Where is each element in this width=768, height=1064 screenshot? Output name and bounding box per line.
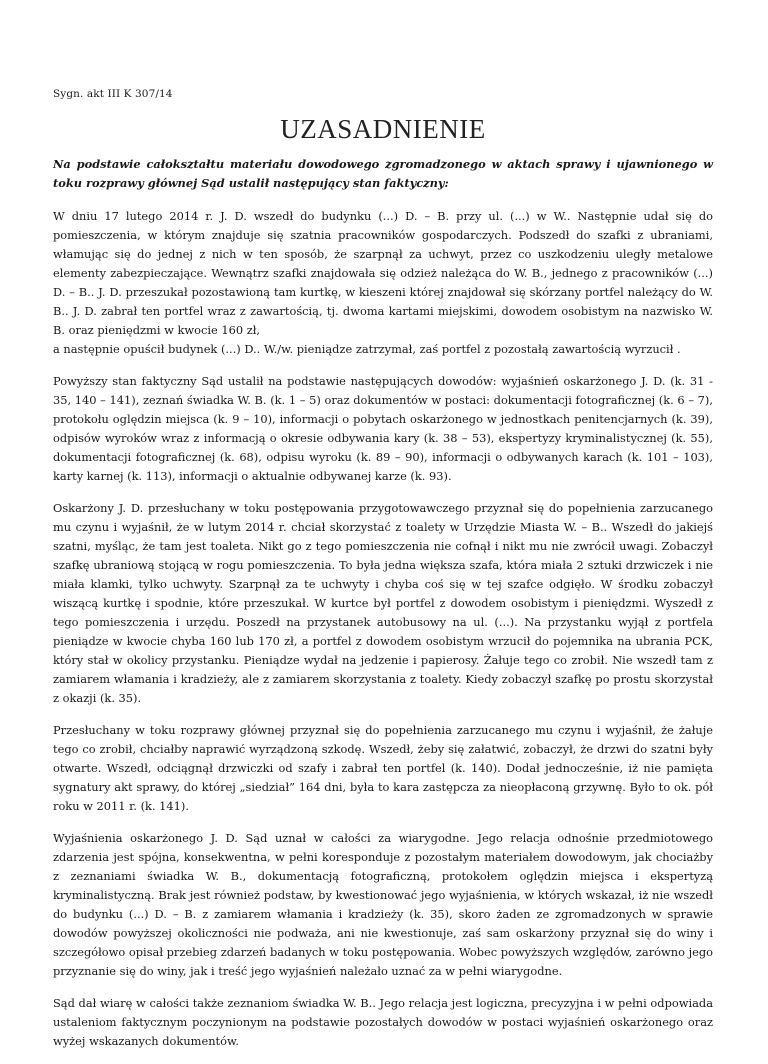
paragraph-facts <box>53 207 713 359</box>
document-page <box>53 88 713 1064</box>
paragraph-tail: a następnie opuścił budynek (...) D.. W./w. pieniądze zatrzymał, zaś portfel z pozostałą zawartością wyrzucił . <box>53 342 681 356</box>
paragraph-pretrial-testimony: Oskarżony J. D. przesłuchany w toku postępowania przygotowawczego przyznał się do popełnienia zarzucanego mu czynu i wyjaśnił, że w lutym 2014 r. chciał skorzystać z toalety w Urzędzie Miasta W. – B.. Wszedł do jakiejś szatni, myśląc, że tam jest toaleta. Nikt go z tego pomieszczenia nie cofnął i nikt mu nie zwrócił uwagi. Zobaczył szafkę ubraniową stojącą w rogu pomieszczenia. To była jedna większa szafa, która miała 2 sztuki drzwiczek i nie miała klamki, tylko uchwyty. Szarpnął za te uchwyty i chyba coś się w tej szafce odgięło. W środku zobaczył wiszącą kurtkę i spodnie, które przeszukał. W kurtce był portfel z dowodem osobistym i pieniędzmi. Wyszedł z tego pomieszczenia i urzędu. Poszedł na przystanek autobusowy na ul. (...). Na przystanku wyjął z portfela pieniądze w kwocie chyba 160 lub 170 zł, a portfel z dowodem osobistym wrzucił do pojemnika na ubrania PCK, który stał w okolicy przystanku. Pieniądze wydał na jedzenie i papierosy. Żałuje tego co zrobił. Nie wszedł tam z zamiarem włamania i kradzieży, ale z zamiarem skorzystania z toalety. Kiedy zobaczył szafkę po prostu skorzystał z okazji (k. 35). <box>53 501 713 705</box>
paragraph-credibility-defendant: Wyjaśnienia oskarżonego J. D. Sąd uznał w całości za wiarygodne. Jego relacja odnośnie przedmiotowego zdarzenia jest spójna, konsekwentna, w pełni koresponduje z pozostałym materiałem dowodowym, jak chociażby z zeznaniami świadka W. B., dokumentacją fotograficzną, protokołem oględzin miejsca i ekspertyzą kryminalistyczną. Brak jest również podstaw, by kwestionować jego wyjaśnienia, w których wskazał, iż nie wszedł do budynku (...) D. – B. z zamiarem włamania i kradzieży (k. 35), skoro żaden ze zgromadzonych w sprawie dowodów powyższej okoliczności nie podważa, ani nie kwestionuje, zaś sam oskarżony przyznał się do winy i szczegółowo opisał przebieg zdarzeń badanych w toku postępowania. Wobec powyższych względów, zarówno jego przyznanie się do winy, jak i treść jego wyjaśnień należało uznać za w pełni wiarygodne. <box>53 831 713 978</box>
paragraph-credibility-witness: Sąd dał wiarę w całości także zeznaniom świadka W. B.. Jego relacja jest logiczna, precyzyjna i w pełni odpowiada ustaleniom faktycznym poczynionym na podstawie pozostałych dowodów w postaci wyjaśnień oskarżonego oraz wyżej wskazanych dokumentów. <box>53 996 713 1048</box>
paragraph-trial-testimony: Przesłuchany w toku rozprawy głównej przyznał się do popełnienia zarzucanego mu czynu i wyjaśnił, że żałuje tego co zrobił, chciałby naprawić wyrządzoną szkodę. Wszedł, żeby się załatwić, zobaczył, że drzwi do szatni były otwarte. Wszedł, odciągnął drzwiczki od szafy i zabrał ten portfel (k. 140). Dodał jednocześnie, iż nie pamięta sygnatury akt sprawy, do której „siedział” 164 dni, była to kara zastępcza za nieopłaconą grzywnę. Było to ok. pół roku w 2011 r. (k. 141). <box>53 723 713 813</box>
paragraph-text: W dniu 17 lutego 2014 r. J. D. wszedł do budynku (...) D. – B. przy ul. (...) w W.. Następnie udał się do pomieszczenia, w którym znajduje się szatnia pracowników gospodarczych. Podszedł do szafki z ubraniami, włamując się do jednej z nich w ten sposób, że szarpnął za uchwyt, przez co uszkodzeniu uległy metalowe elementy zabezpieczające. Wewnątrz szafki znajdowała się odzież należąca do W. B., jednego z pracowników (...) D. – B.. J. D. przeszukał pozostawioną tam kurtkę, w kieszeni której znajdował się skórzany portfel należący do W. B.. J. D. zabrał ten portfel wraz z zawartością, tj. dwoma kartami miejskimi, dowodem osobistym na nazwisko W. B. oraz pieniędzmi w kwocie 160 zł, <box>53 209 713 337</box>
paragraph-evidence: Powyższy stan faktyczny Sąd ustalił na podstawie następujących dowodów: wyjaśnień oskarżonego J. D. (k. 31 - 35, 140 – 141), zeznań świadka W. B. (k. 1 – 5) oraz dokumentów w postaci: dokumentacji fotograficznej (k. 6 – 7), protokołu oględzin miejsca (k. 9 – 10), informacji o pobytach oskarżonego w jednostkach penitencjarnych (k. 39), odpisów wyroków wraz z informacją o okresie odbywania kary (k. 38 – 53), ekspertyzy kryminalistycznej (k. 55), dokumentacji fotograficznej (k. 68), odpisu wyroku (k. 89 – 90), informacji o odbywanych karach (k. 101 – 103), karty karnej (k. 113), informacji o aktualnie odbywanej karze (k. 93). <box>53 374 713 483</box>
page-title: UZASADNIENIE <box>280 114 486 144</box>
intro-statement: Na podstawie całokształtu materiału dowodowego zgromadzonego w aktach sprawy i ujawnionego w toku rozprawy głównej Sąd ustalił następujący stan faktyczny: <box>53 157 713 190</box>
case-signature: Sygn. akt III K 307/14 <box>53 88 173 100</box>
